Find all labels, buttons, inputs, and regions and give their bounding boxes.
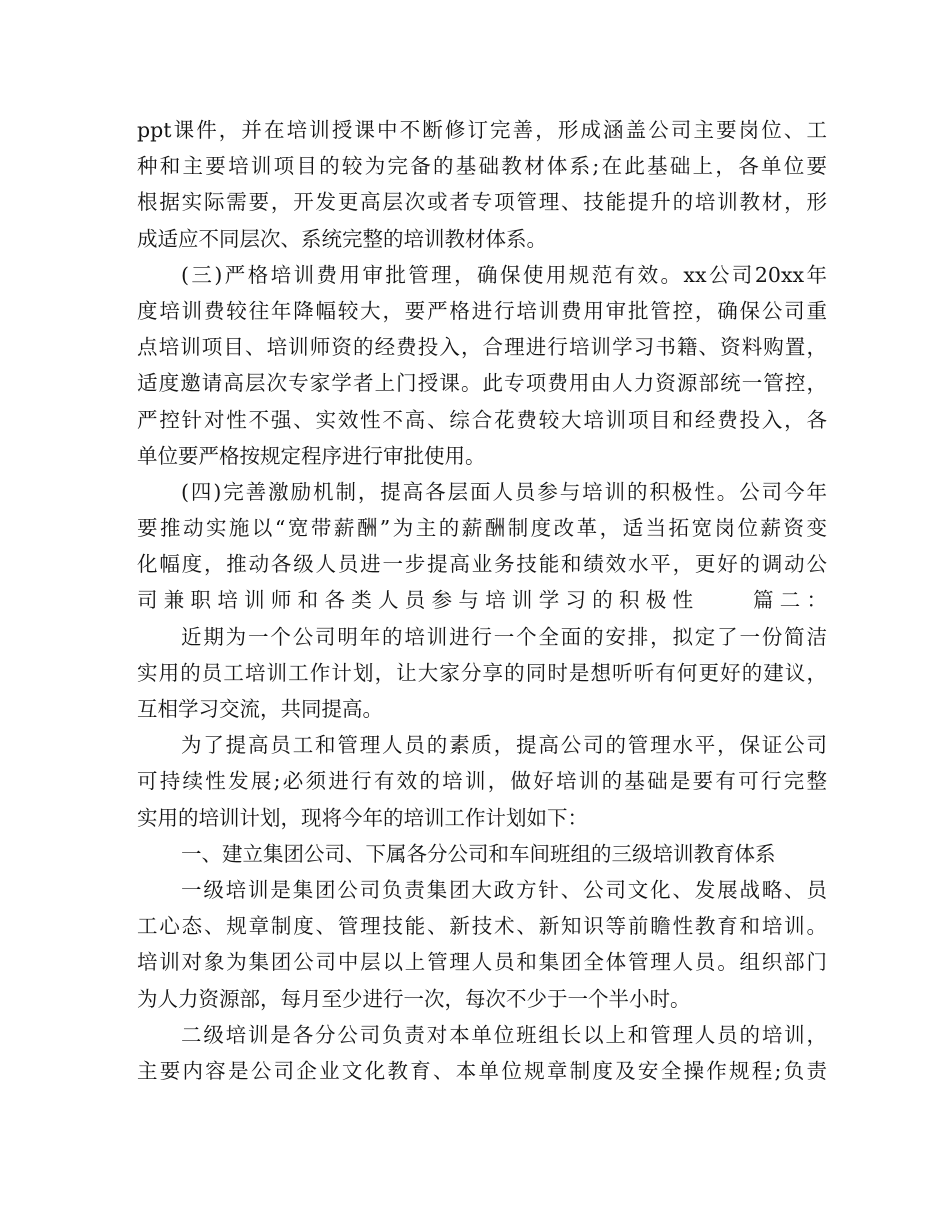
text-line: 实用的员工培训工作计划，让大家分享的同时是想听听有何更好的建议， — [137, 660, 827, 685]
text-line: ppt课件，并在培训授课中不断修订完善，形成涵盖公司主要岗位、工 — [137, 118, 827, 142]
text-line: 为人力资源部，每月至少进行一次，每次不少于一个半小时。 — [137, 986, 691, 1011]
text-line: 近期为一个公司明年的培训进行一个全面的安排，拟定了一份简洁 — [181, 624, 827, 649]
text-line: 二级培训是各分公司负责对本单位班组长以上和管理人员的培训， — [181, 1022, 827, 1047]
text-line: 主要内容是公司企业文化教育、本单位规章制度及安全操作规程;负责 — [137, 1058, 827, 1083]
text-line: 一级培训是集团公司负责集团大政方针、公司文化、发展战略、员 — [181, 877, 827, 902]
text-line: (四)完善激励机制，提高各层面人员参与培训的积极性。公司今年 — [181, 479, 827, 504]
document-body — [137, 112, 827, 1089]
text-line: 互相学习交流，共同提高。 — [137, 697, 383, 721]
text-line: 工心态、规章制度、管理技能、新技术、新知识等前瞻性教育和培训。 — [137, 914, 827, 939]
text-line: (三)严格培训费用审批管理，确保使用规范有效。xx公司20xx年 — [181, 262, 827, 287]
text-line: 适度邀请高层次专家学者上门授课。此专项费用由人力资源部统一管控， — [137, 371, 827, 396]
text-line: 度培训费较往年降幅较大，要严格进行培训费用审批管控，确保公司重 — [137, 298, 827, 323]
text-line: 实用的培训计划，现将今年的培训工作计划如下： — [137, 805, 588, 830]
text-line: 点培训项目、培训师资的经费投入，合理进行培训学习书籍、资料购置， — [137, 335, 827, 360]
text-line: 化幅度，推动各级人员进一步提高业务技能和绩效水平，更好的调动公 — [137, 552, 827, 577]
text-line: 培训对象为集团公司中层以上管理人员和集团全体管理人员。组织部门 — [137, 950, 827, 975]
text-line: 可持续性发展;必须进行有效的培训，做好培训的基础是要有可行完整 — [137, 769, 827, 794]
text-line: 要推动实施以“宽带薪酬”为主的薪酬制度改革，适当拓宽岗位薪资变 — [137, 516, 827, 541]
text-line: 根据实际需要，开发更高层次或者专项管理、技能提升的培训教材，形 — [137, 190, 827, 215]
text-line: 为了提高员工和管理人员的素质，提高公司的管理水平，保证公司 — [181, 733, 827, 758]
text-line: 司兼职培训师和各类人员参与培训学习的积极性 篇二： — [137, 588, 827, 613]
text-line: 单位要严格按规定程序进行审批使用。 — [137, 443, 486, 468]
text-line: 种和主要培训项目的较为完备的基础教材体系;在此基础上，各单位要 — [137, 154, 827, 179]
text-line: 一、建立集团公司、下属各分公司和车间班组的三级培训教育体系 — [181, 841, 776, 866]
text-line: 严控针对性不强、实效性不高、综合花费较大培训项目和经费投入，各 — [137, 407, 827, 432]
text-line: 成适应不同层次、系统完整的培训教材体系。 — [137, 226, 547, 251]
